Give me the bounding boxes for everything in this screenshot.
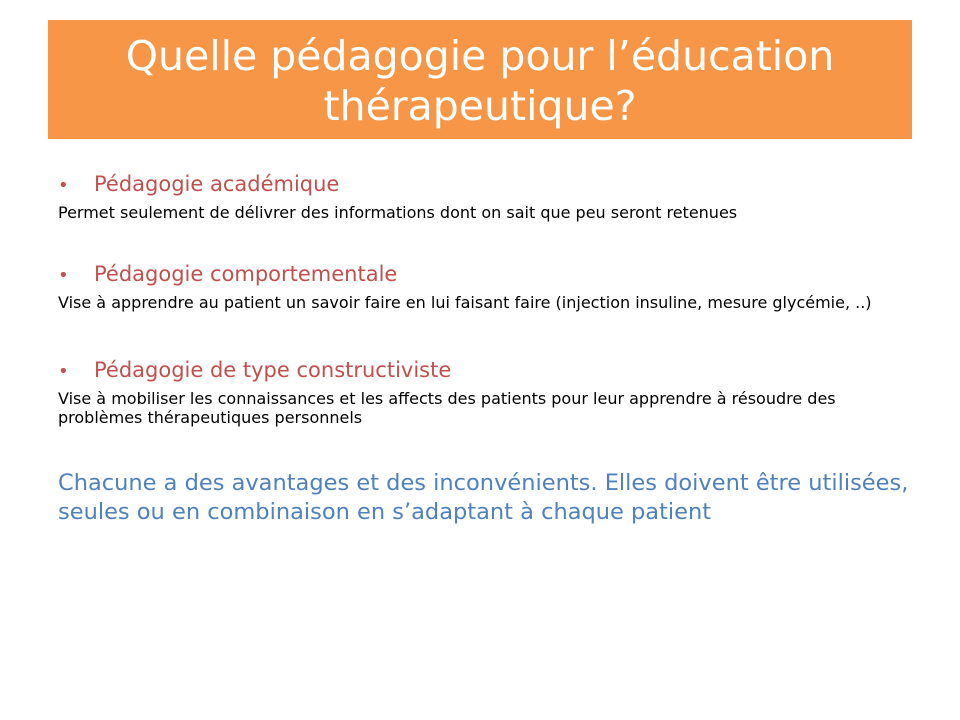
slide-content [58,168,918,550]
title-banner [48,20,912,139]
slide-title: Quelle pédagogie pour l’éducation thérapeutique? [125,31,835,130]
bullet-dot-icon: • [58,175,69,196]
section-heading: Pédagogie académique [94,172,340,196]
section-description: Vise à mobiliser les connaissances et les affects des patients pour leur apprendre à résoudre des problèmes thérapeutiques personnels [58,389,836,427]
bullet-item [58,354,918,388]
bullet-dot-icon: • [58,265,69,286]
section-academique [58,168,918,222]
section-heading: Pédagogie comportementale [94,262,398,286]
bullet-item [58,258,918,292]
section-heading: Pédagogie de type constructiviste [94,358,452,382]
conclusion-text: Chacune a des avantages et des inconvénients. Elles doivent être utilisées, seules ou en combinaison en s’adaptant à chaque patient [58,470,909,525]
section-description: Vise à apprendre au patient un savoir faire en lui faisant faire (injection insuline, mesure glycémie, ..) [58,293,872,312]
section-constructiviste [58,354,918,427]
section-comportementale [58,258,918,312]
bullet-item [58,168,918,202]
section-description: Permet seulement de délivrer des informations dont on sait que peu seront retenues [58,203,738,222]
bullet-dot-icon: • [58,361,69,382]
